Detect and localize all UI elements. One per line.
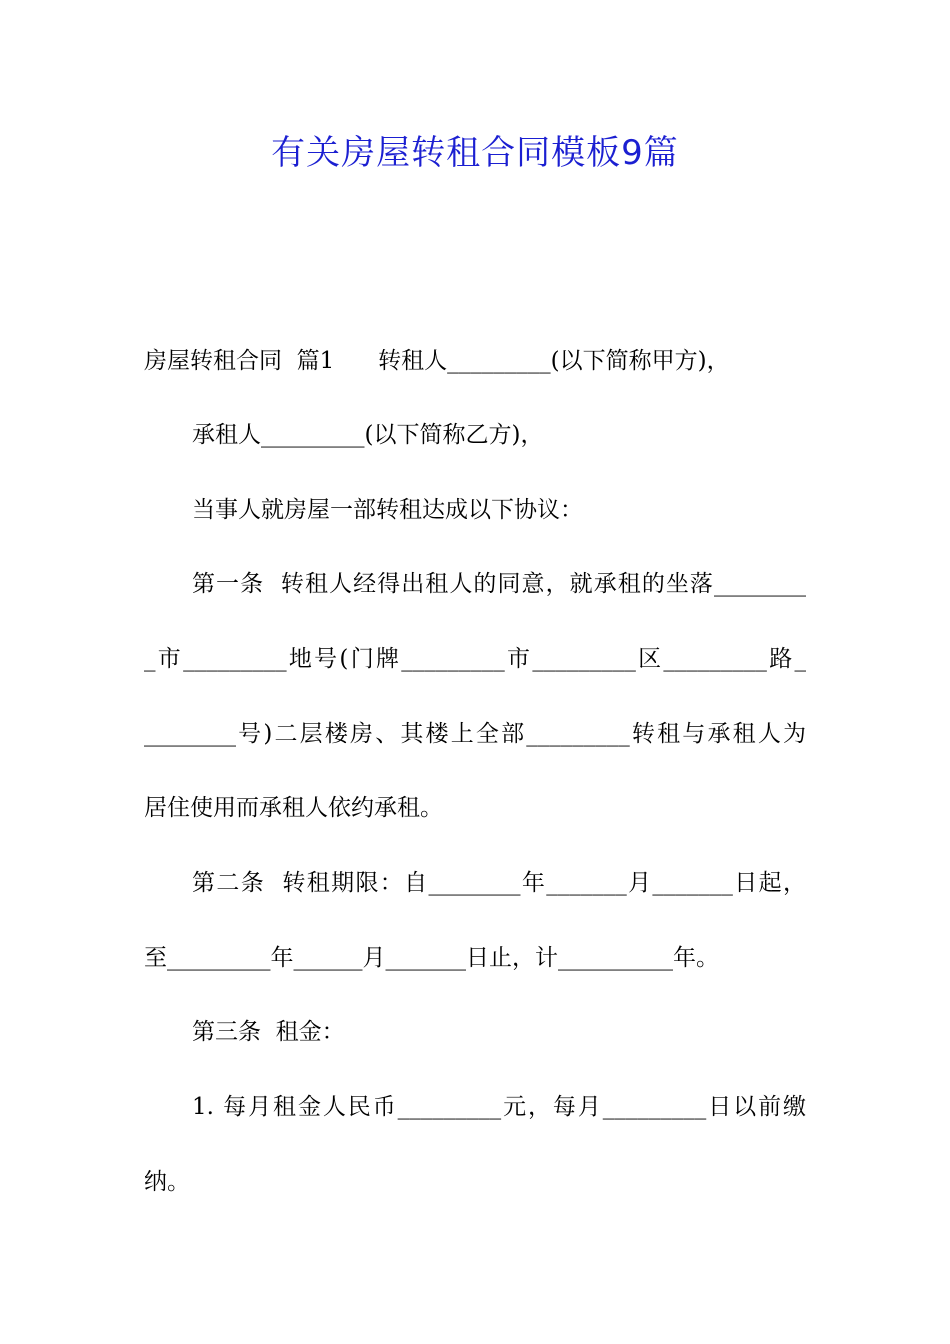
paragraph-line: 第三条 租金： (192, 1019, 345, 1045)
paragraph-line: 第二条 转租期限：自________年_______月_______日起， (192, 870, 806, 896)
paragraph-line: _市_________地号(门牌_________市_________区_________路_ (144, 646, 806, 672)
paragraph-line: 承租人_________(以下简称乙方)， (192, 422, 544, 448)
document-title: 有关房屋转租合同模板9篇 (271, 133, 679, 173)
paragraph-line: ________号)二层楼房、其楼上全部_________转租与承租人为 (144, 721, 806, 747)
paragraph-line: 房屋转租合同 篇1 转租人_________(以下简称甲方)， (144, 348, 730, 374)
paragraph-line: 纳。 (144, 1169, 190, 1195)
paragraph-line: 1. 每月租金人民币_________元，每月_________日以前缴 (192, 1094, 806, 1120)
paragraph-line: 居住使用而承租人依约承租。 (144, 795, 443, 821)
paragraph-line: 第一条 转租人经得出租人的同意，就承租的坐落________ (192, 571, 806, 597)
paragraph-line: 当事人就房屋一部转租达成以下协议： (192, 497, 583, 523)
paragraph-line: 至_________年______月_______日止，计__________年。 (144, 945, 719, 971)
